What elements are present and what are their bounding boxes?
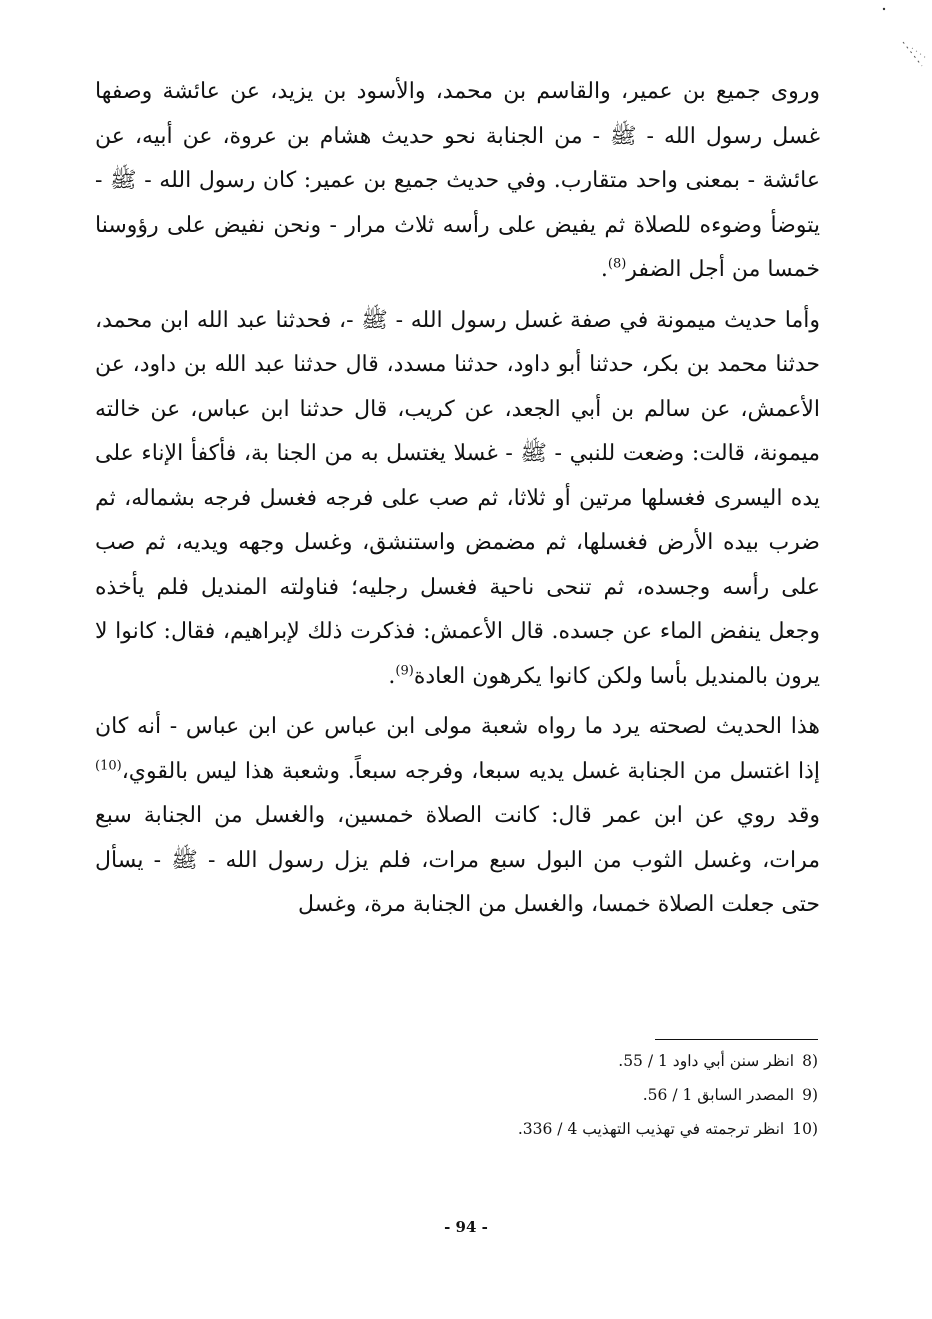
footnotes [430,1044,818,1146]
footnote-reference: (8) [607,256,627,272]
paragraph-text: . [388,663,396,689]
footnote-reference: (10) [95,758,122,774]
footnote-text: انظر ترجمته في تهذيب التهذيب 4 / 336. [517,1120,785,1138]
paragraph-text: وقد روي عن ابن عمر قال: كانت الصلاة خمسين، والغسل من الجنابة سبع مرات، وغسل الثوب من البول سبع مرات، فلم يزل رسول الله - ﷺ - يسأل حتى جعلت الصلاة خمسا، والغسل من الجنابة مرة، وغسل [95,803,820,917]
footnote [430,1112,818,1146]
page-number: - 94 - [444,1218,488,1236]
footnote [430,1044,818,1078]
footnote-number: 8) [802,1052,818,1070]
paragraph [95,299,820,700]
paragraph-text: وأما حديث ميمونة في صفة غسل رسول الله - ﷺ -، فحدثنا عبد الله ابن محمد، حدثنا محمد بن بكر، حدثنا أبو داود، حدثنا مسدد، قال حدثنا عبد الله بن داود، عن الأعمش، عن سالم بن أبي الجعد، عن كريب، قال حدثنا ابن عباس، عن خالته ميمونة، قالت: وضعت للنبي - ﷺ - غسلا يغتسل به من الجنا بة، فأكفأ الإناء على يده اليسرى فغسلها مرتين أو ثلاثا، ثم صب على فرجه فغسل فرجه بشماله، ثم ضرب بيده الأرض فغسلها، ثم مضمض واستنشق، وغسل وجهه ويديه، ثم صب على رأسه وجسده، ثم تنحى ناحية فغسل رجليه؛ فناولته المنديل فلم يأخذه وجعل ينفض الماء عن جسده. قال الأعمش: فذكرت ذلك لإبراهيم، فقال: كانوا لا يرون بالمنديل بأسا ولكن كانوا يكرهون العادة [95,307,820,689]
footnote-number: 9) [802,1086,818,1104]
paragraph-text: هذا الحديث لصحته يرد ما رواه شعبة مولى ابن عباس عن ابن عباس - أنه كان إذا اغتسل من الجنابة غسل يديه سبعا، وفرجه سبعاً. وشعبة هذا ليس بالقوي، [95,714,820,784]
main-text [95,70,820,934]
footnote-text: انظر سنن أبي داود 1 / 55. [618,1052,795,1070]
footnote-text: المصدر السابق 1 / 56. [642,1086,795,1104]
footnote-number: 10) [792,1120,818,1138]
scan-speckles [0,0,932,80]
paragraph-text: وروى جميع بن عمير، والقاسم بن محمد، والأسود بن يزيد، عن عائشة وصفها غسل رسول الله - ﷺ - من الجنابة نحو حديث هشام بن عروة، عن أبيه، عن عائشة - بمعنى واحد متقارب. وفي حديث جميع بن عمير: كان رسول الله - ﷺ - يتوضأ وضوءه للصلاة ثم يفيض على رأسه ثلاث مرار - ونحن نفيض على رؤوسنا خمسا من أجل الضفر [95,79,820,282]
footnote-reference: (9) [395,663,414,679]
footnote [430,1078,818,1112]
paragraph [95,705,820,928]
footnote-separator [655,1039,818,1040]
paragraph [95,70,820,293]
paragraph-text: . [600,257,608,282]
